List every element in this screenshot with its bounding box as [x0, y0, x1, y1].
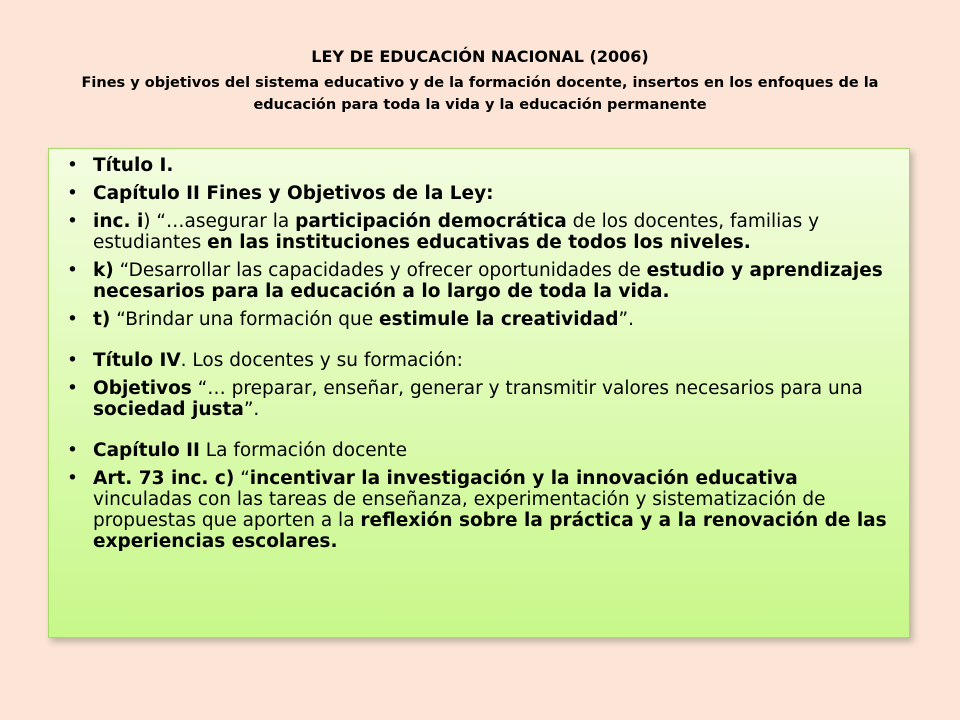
bullet-icon: •: [67, 440, 78, 461]
item-bold: en las instituciones educativas de todos los niveles.: [207, 232, 751, 253]
list-item: [67, 378, 897, 420]
bullet-icon: •: [67, 211, 78, 232]
item-text: . Los docentes y su formación:: [180, 350, 463, 371]
item-bold: k): [93, 260, 114, 281]
item-bold: reflexión sobre la práctica y a la renovación de las experiencias escolares.: [93, 510, 887, 552]
item-bold: t): [93, 309, 111, 330]
bullet-list: [67, 155, 897, 559]
bullet-icon: •: [67, 309, 78, 330]
item-text: “: [234, 468, 250, 489]
bullet-icon: •: [67, 350, 78, 371]
item-bold: sociedad justa: [93, 399, 244, 420]
list-item: [67, 350, 897, 371]
item-bold: participación democrática: [295, 211, 567, 232]
list-item: [67, 260, 897, 302]
bullet-icon: •: [67, 155, 78, 176]
item-text: “Desarrollar las capacidades y ofrecer oportunidades de: [113, 260, 647, 281]
item-text: “Brindar una formación que: [110, 309, 380, 330]
bullet-icon: •: [67, 378, 78, 399]
item-bold: estimule la creatividad: [379, 309, 619, 330]
item-bold: Objetivos: [93, 378, 192, 399]
item-bold: incentivar la investigación y la innovación educativa: [249, 468, 798, 489]
list-item: [67, 183, 897, 204]
list-item: [67, 211, 897, 253]
bullet-icon: •: [67, 468, 78, 489]
content-panel: [48, 148, 910, 638]
item-text: ”.: [243, 399, 260, 420]
list-item: [67, 155, 897, 176]
list-item: [67, 468, 897, 552]
item-text: ) “…asegurar la: [143, 211, 296, 232]
item-text: vinculadas con las tareas de enseñanza, experimentación y sistematización de propuestas que aporten a la: [93, 489, 826, 531]
item-text: “… preparar, enseñar, generar y transmitir valores necesarios para una: [191, 378, 863, 399]
page-subtitle: Fines y objetivos del sistema educativo y de la formación docente, insertos en los enfoques de la educación para toda la vida y la educación permanente: [81, 75, 879, 113]
item-bold: Título IV: [93, 350, 181, 371]
header: [40, 46, 920, 116]
item-bold: Título I.: [93, 155, 174, 176]
item-text: de los docentes, familias y estudiantes: [93, 211, 820, 253]
item-bold: estudio y aprendizajes necesarios para la educación a lo largo de toda la vida.: [93, 260, 883, 302]
item-bold: inc. i: [93, 211, 144, 232]
item-bold: Capítulo II Fines y Objetivos de la Ley:: [93, 183, 494, 204]
list-item: [67, 440, 897, 461]
bullet-icon: •: [67, 260, 78, 281]
item-bold: Art. 73 inc. c): [93, 468, 235, 489]
item-text: La formación docente: [199, 440, 408, 461]
bullet-icon: •: [67, 183, 78, 204]
item-text: ”.: [618, 309, 634, 330]
list-item: [67, 309, 897, 330]
item-bold: Capítulo II: [93, 440, 200, 461]
page-title: LEY DE EDUCACIÓN NACIONAL (2006): [311, 47, 649, 66]
